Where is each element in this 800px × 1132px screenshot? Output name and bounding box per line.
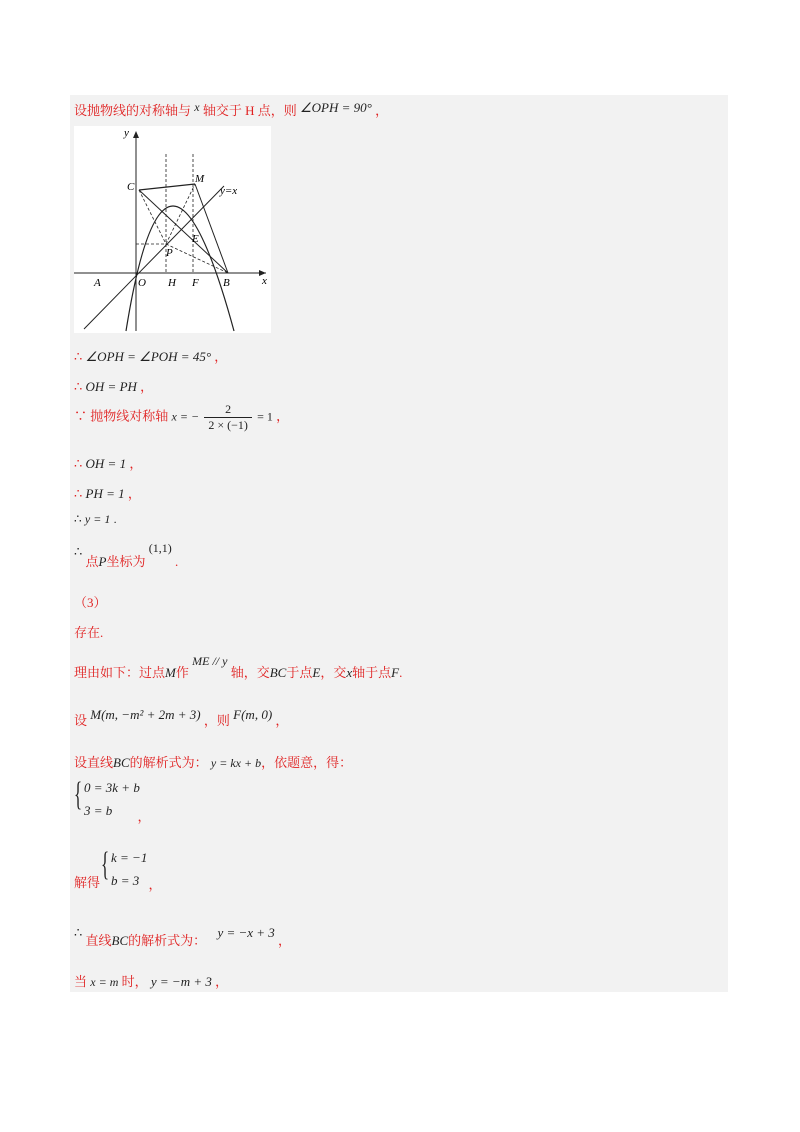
y-axis-arrow	[133, 131, 139, 138]
label-a: A	[94, 277, 101, 289]
system1-tail: ，	[137, 809, 151, 824]
line1-text2: 轴交于 H 点，则	[202, 103, 297, 118]
text-line-3	[74, 376, 153, 395]
section-number: （3）	[74, 595, 107, 610]
line1-math: ∠OPH = 90°	[299, 100, 372, 115]
line14-text1: 直线	[85, 933, 112, 948]
line13-var-bc: BC	[113, 755, 130, 770]
fraction	[204, 402, 252, 433]
line12-math2: F(m, 0)	[233, 707, 273, 722]
text-line-9	[74, 592, 107, 611]
label-p: P	[166, 247, 173, 259]
line15-math1: x = m	[90, 975, 119, 989]
system1-row2	[84, 800, 151, 824]
line8-math: (1,1)	[148, 541, 172, 555]
label-e: E	[192, 233, 199, 245]
text-line-1	[74, 100, 388, 119]
label-m: M	[195, 173, 205, 185]
line13-text3: ，依题意，得：	[261, 755, 353, 770]
text-line-7	[74, 511, 117, 527]
line11-text1: 理由如下：过点	[74, 665, 166, 680]
line11-text4: 于点	[286, 665, 313, 680]
line11-text5: ，交	[320, 665, 347, 680]
therefore-symbol: ∴	[74, 544, 83, 559]
label-f: F	[192, 277, 199, 289]
therefore-symbol: ∴	[74, 456, 83, 471]
line11-var-f: F	[391, 665, 400, 680]
label-b: B	[223, 277, 230, 289]
line11-var-x: x	[346, 665, 353, 680]
line8-text2: 坐标为	[106, 554, 146, 569]
therefore-symbol: ∴	[74, 925, 83, 940]
segment-pm-dashed	[166, 184, 195, 244]
line12-mid: ，则	[203, 713, 230, 728]
line13-math: y = kx + b	[210, 756, 262, 770]
line10-text: 存在.	[74, 625, 104, 640]
line5-math: OH = 1	[85, 456, 127, 471]
line1-tail: ，	[375, 103, 389, 118]
parabola-figure	[74, 126, 271, 333]
because-symbol: ∵	[74, 408, 88, 424]
line2-math: ∠OPH = ∠POH = 45°	[85, 349, 212, 364]
line12-math1: M(m, −m² + 2m + 3)	[90, 707, 201, 722]
line11-var-bc: BC	[269, 665, 287, 680]
line11-text3: 轴，交	[230, 665, 270, 680]
label-y-equals-x: y=x	[220, 185, 238, 197]
segment-cb	[139, 190, 228, 273]
therefore-symbol: ∴	[74, 512, 82, 526]
line4-text: 抛物线对称轴	[90, 408, 169, 424]
line11-math: ME // y	[192, 654, 228, 668]
system2-prefix-line	[74, 872, 100, 891]
segment-cp-dashed	[139, 190, 166, 244]
system2-brace: {	[101, 846, 110, 883]
line4-tail: ，	[276, 408, 290, 424]
line11-tail: .	[399, 665, 403, 680]
line3-math: OH = PH	[85, 379, 137, 394]
line7-tail: .	[113, 512, 117, 526]
segment-cm	[139, 184, 195, 190]
system2-eq1: k = −1	[111, 850, 148, 865]
line12-tail: ，	[275, 713, 289, 728]
line3-tail: ，	[140, 379, 154, 394]
line14-math: y = −x + 3	[217, 925, 275, 940]
system2-prefix: 解得	[74, 875, 101, 890]
parabola-diagram	[74, 126, 271, 333]
line15-text1: 当	[74, 974, 88, 989]
label-y: y	[124, 127, 129, 139]
therefore-symbol: ∴	[74, 486, 83, 501]
text-line-15	[74, 971, 228, 990]
text-line-5	[74, 453, 142, 472]
line13-text2: 的解析式为：	[129, 755, 208, 770]
line1-var-x: x	[194, 100, 200, 114]
line4-rhs: = 1	[257, 409, 273, 424]
system1-eq2: 3 = b	[84, 803, 113, 818]
line8-tail: .	[175, 554, 179, 569]
text-line-10	[74, 622, 103, 641]
line7-math: y = 1	[84, 512, 111, 526]
line4-lhs: x = −	[171, 409, 200, 424]
line2-tail: ，	[214, 349, 228, 364]
line12-text: 设	[74, 713, 88, 728]
line6-math: PH = 1	[85, 486, 125, 501]
label-o: O	[138, 277, 146, 289]
label-c: C	[127, 181, 135, 193]
system2-eq2: b = 3	[111, 873, 140, 888]
label-x: x	[262, 275, 267, 287]
line11-text2: 作	[175, 665, 189, 680]
line6-tail: ，	[127, 486, 141, 501]
system1-row1	[84, 780, 140, 796]
text-line-12	[74, 704, 289, 728]
text-line-4	[74, 402, 289, 433]
therefore-symbol: ∴	[74, 379, 83, 394]
system2-tail: ，	[148, 877, 162, 892]
line8-text: 点	[85, 554, 99, 569]
line11-var-m: M	[165, 665, 176, 680]
line1-text: 设抛物线的对称轴与	[74, 103, 192, 118]
line8-var-p: P	[98, 554, 107, 569]
text-line-11	[74, 650, 403, 680]
therefore-symbol: ∴	[74, 349, 83, 364]
text-line-14	[74, 922, 292, 948]
line14-var-bc: BC	[111, 933, 129, 948]
line15-text2: 时，	[121, 974, 148, 989]
line15-tail: ，	[215, 974, 229, 989]
text-line-8	[74, 541, 179, 569]
system1-brace: {	[74, 776, 83, 813]
fraction-denominator: 2 × (−1)	[208, 418, 248, 432]
text-line-13	[74, 752, 352, 771]
system1-eq1: 0 = 3k + b	[84, 780, 140, 795]
line15-math2: y = −m + 3	[150, 974, 212, 989]
line-y-equals-x	[84, 186, 224, 329]
line14-tail: ，	[278, 933, 292, 948]
line14-text2: 的解析式为：	[128, 933, 207, 948]
text-line-2	[74, 346, 227, 365]
line11-var-e: E	[312, 665, 321, 680]
line5-tail: ，	[129, 456, 143, 471]
label-h: H	[168, 277, 176, 289]
system2-row2	[111, 870, 162, 892]
text-line-6	[74, 483, 141, 502]
system2-row1	[111, 850, 147, 866]
line13-text1: 设直线	[74, 755, 114, 770]
line11-text6: 轴于点	[352, 665, 392, 680]
fraction-numerator: 2	[204, 402, 252, 418]
